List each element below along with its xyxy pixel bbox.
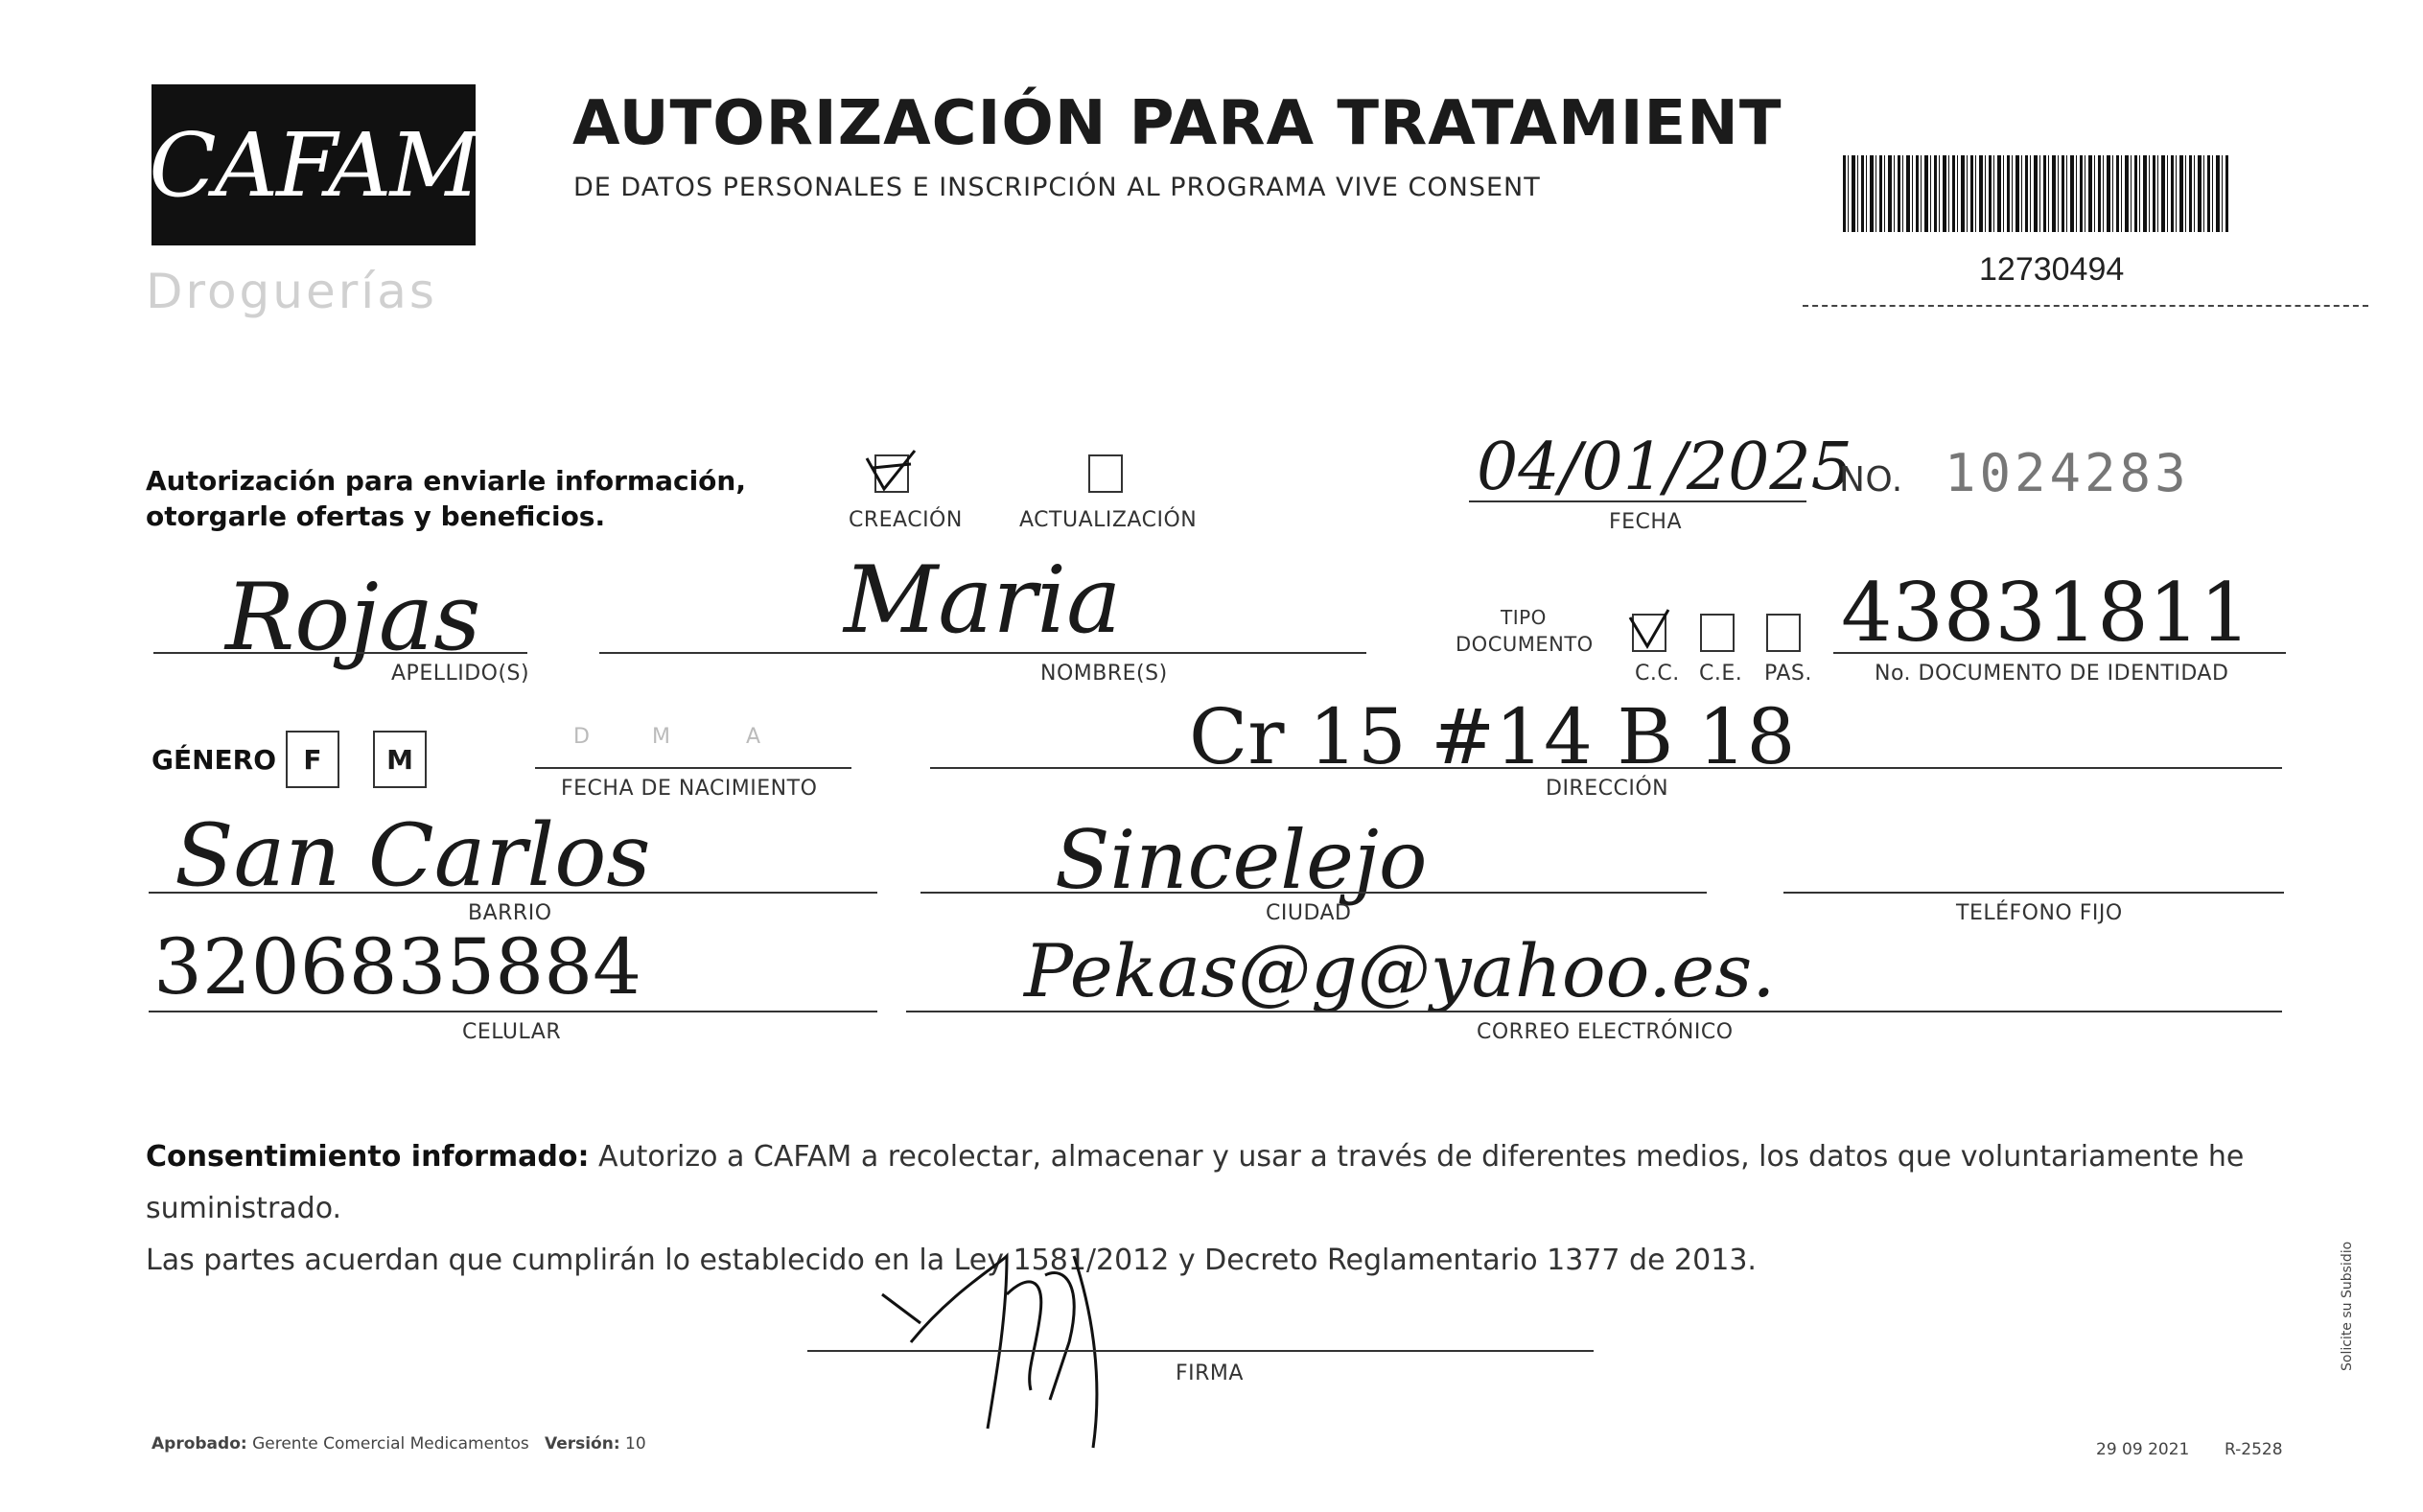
barrio-value[interactable]: San Carlos [175, 805, 651, 906]
direccion-line [930, 767, 2282, 769]
apellidos-value[interactable]: Rojas [225, 564, 481, 671]
numero-label: NO. [1839, 460, 1903, 500]
tipo-label-2: DOCUMENTO [1456, 633, 1594, 656]
logo-subtitle: Droguerías [146, 264, 437, 319]
documento-line [1833, 652, 2286, 654]
fecha-line [1469, 500, 1806, 502]
creacion-label: CREACIÓN [849, 508, 963, 532]
genero-label: GÉNERO [151, 744, 277, 776]
documento-value[interactable]: 43831811 [1841, 566, 2251, 660]
ce-checkbox[interactable] [1700, 614, 1735, 652]
cc-checkbox[interactable] [1632, 614, 1666, 652]
celular-label: CELULAR [462, 1020, 562, 1044]
form-number: 1024283 [1945, 443, 2190, 503]
genero-f-box[interactable]: F [286, 731, 339, 788]
nombres-value[interactable]: Maria [844, 547, 1122, 654]
nacimiento-d: D [573, 725, 591, 749]
aprobado-value: Gerente Comercial Medicamentos [252, 1434, 529, 1454]
actualizacion-checkbox[interactable] [1088, 454, 1123, 493]
consent-paragraph [146, 1131, 2294, 1287]
creacion-checkbox[interactable] [874, 454, 909, 493]
direccion-label: DIRECCIÓN [1546, 777, 1669, 801]
aprobado-label: Aprobado: [151, 1434, 247, 1454]
intro-line-2: otorgarle ofertas y beneficios. [146, 500, 606, 532]
barrio-label: BARRIO [468, 901, 552, 925]
firma-label: FIRMA [1176, 1361, 1244, 1385]
telefono-label: TELÉFONO FIJO [1956, 901, 2123, 925]
ciudad-line [920, 892, 1707, 894]
nacimiento-a: A [746, 725, 761, 749]
consent-text-2: Las partes acuerdan que cumplirán lo establecido en la Ley 1581/2012 y Decreto Reglamentario 1377 de 2013. [146, 1244, 1757, 1277]
check-mark-icon [1626, 608, 1672, 654]
nacimiento-m: M [652, 725, 671, 749]
footer-code: R-2528 [2225, 1440, 2283, 1459]
apellidos-label: APELLIDO(S) [391, 662, 530, 686]
footer-approval [151, 1434, 646, 1454]
apellidos-line [153, 652, 527, 654]
barcode [1843, 155, 2230, 232]
barcode-number: 12730494 [1979, 251, 2125, 288]
genero-m-box[interactable]: M [373, 731, 427, 788]
version-value: 10 [625, 1434, 646, 1454]
fecha-value[interactable]: 04/01/2025 [1477, 430, 1852, 505]
documento-label: No. DOCUMENTO DE IDENTIDAD [1875, 662, 2229, 686]
celular-value[interactable]: 3206835884 [153, 922, 641, 1012]
celular-line [149, 1011, 877, 1012]
cafam-logo: CAFAM [149, 113, 478, 217]
consent-heading: Consentimiento informado: [146, 1140, 590, 1174]
tipo-label-1: TIPO [1501, 606, 1547, 629]
correo-label: CORREO ELECTRÓNICO [1477, 1020, 1734, 1044]
check-mark-icon [863, 447, 920, 495]
nacimiento-line [535, 767, 851, 769]
telefono-line [1783, 892, 2284, 894]
side-text: Solicite su Subsidio [2340, 1241, 2355, 1371]
intro-line-1: Autorización para enviarle información, [146, 465, 746, 497]
signature-scribble [863, 1237, 1189, 1477]
ciudad-label: CIUDAD [1266, 901, 1352, 925]
nacimiento-label: FECHA DE NACIMIENTO [561, 777, 818, 801]
correo-value[interactable]: Pekas@g@yahoo.es. [1024, 928, 1776, 1013]
form-title: AUTORIZACIÓN PARA TRATAMIENT [572, 88, 1782, 159]
pas-label: PAS. [1764, 662, 1812, 686]
nombres-label: NOMBRE(S) [1040, 662, 1168, 686]
pas-checkbox[interactable] [1766, 614, 1801, 652]
version-label: Versión: [544, 1434, 620, 1454]
direccion-value[interactable]: Cr 15 #14 B 18 [1189, 692, 1796, 781]
ce-label: C.E. [1699, 662, 1743, 686]
ciudad-value[interactable]: Sincelejo [1055, 813, 1428, 907]
form-subtitle: DE DATOS PERSONALES E INSCRIPCIÓN AL PROGRAMA VIVE CONSENT [573, 173, 1541, 202]
barcode-divider [1803, 305, 2368, 307]
correo-line [906, 1011, 2282, 1012]
consent-text-1: Autorizo a CAFAM a recolectar, almacenar y usar a través de diferentes medios, los datos que voluntariamente he suministrado. [146, 1140, 2245, 1225]
footer-date: 29 09 2021 [2096, 1440, 2190, 1459]
barrio-line [149, 892, 877, 894]
nombres-line [599, 652, 1366, 654]
actualizacion-label: ACTUALIZACIÓN [1019, 508, 1198, 532]
cc-label: C.C. [1635, 662, 1680, 686]
fecha-label: FECHA [1609, 510, 1683, 534]
firma-line [807, 1350, 1594, 1352]
